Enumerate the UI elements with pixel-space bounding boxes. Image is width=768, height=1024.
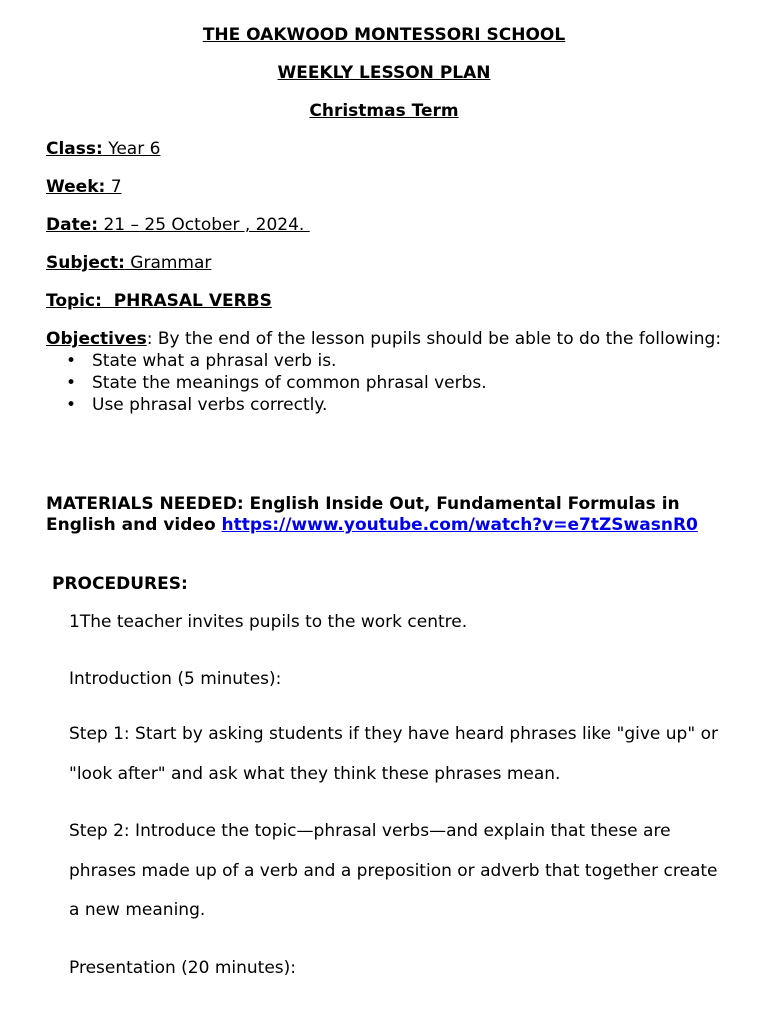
- objectives-label: Objectives: [46, 329, 147, 349]
- list-item: • Use phrasal verbs correctly.: [66, 395, 328, 415]
- bullet-icon: •: [66, 395, 77, 415]
- objectives-section: [46, 329, 726, 416]
- week-label: Week:: [46, 177, 106, 197]
- week-value: 7: [105, 177, 122, 197]
- topic-label: Topic:: [46, 291, 102, 311]
- procedure-step-2: Step 2: Introduce the topic—phrasal verbs—and explain that these are phrases made up of a verb and a preposition or adverb that together create a new meaning.: [69, 821, 718, 920]
- subject-field: [46, 252, 211, 274]
- topic-field: [46, 290, 272, 312]
- list-item: • State what a phrasal verb is.: [66, 351, 337, 371]
- bullet-icon: •: [66, 351, 77, 371]
- objectives-intro: : By the end of the lesson pupils should be able to do the following:: [146, 329, 722, 349]
- date-value: 21 – 25 October , 2024.: [98, 215, 310, 235]
- term-title: Christmas Term: [309, 101, 459, 121]
- subject-label: Subject:: [46, 253, 125, 273]
- procedures-title: PROCEDURES:: [52, 574, 188, 594]
- date-label: Date:: [46, 215, 99, 235]
- presentation-heading: Presentation (20 minutes):: [69, 958, 297, 978]
- list-item: • State the meanings of common phrasal verbs.: [66, 373, 487, 393]
- class-label: Class:: [46, 139, 103, 159]
- class-value: Year 6: [102, 139, 161, 159]
- date-field: [46, 214, 310, 236]
- procedure-step-0: 1The teacher invites pupils to the work centre.: [69, 612, 468, 632]
- plan-title: WEEKLY LESSON PLAN: [277, 63, 491, 83]
- subject-value: Grammar: [124, 253, 212, 273]
- procedure-step-1: Step 1: Start by asking students if they have heard phrases like "give up" or "look after" and ask what they think these phrases mean.: [69, 724, 718, 784]
- week-field: [46, 176, 122, 198]
- school-name: THE OAKWOOD MONTESSORI SCHOOL: [202, 25, 566, 45]
- materials-section: [46, 494, 726, 536]
- topic-value: PHRASAL VERBS: [101, 291, 272, 311]
- video-link[interactable]: https://www.youtube.com/watch?v=e7tZSwasnR0: [221, 515, 698, 535]
- objectives-intro-line: [46, 329, 726, 350]
- materials-text: MATERIALS NEEDED: English Inside Out, Fundamental Formulas in English and video: [46, 494, 680, 535]
- objectives-list: [46, 350, 726, 416]
- introduction-heading: Introduction (5 minutes):: [69, 669, 282, 689]
- bullet-icon: •: [66, 373, 77, 393]
- class-field: [46, 138, 160, 160]
